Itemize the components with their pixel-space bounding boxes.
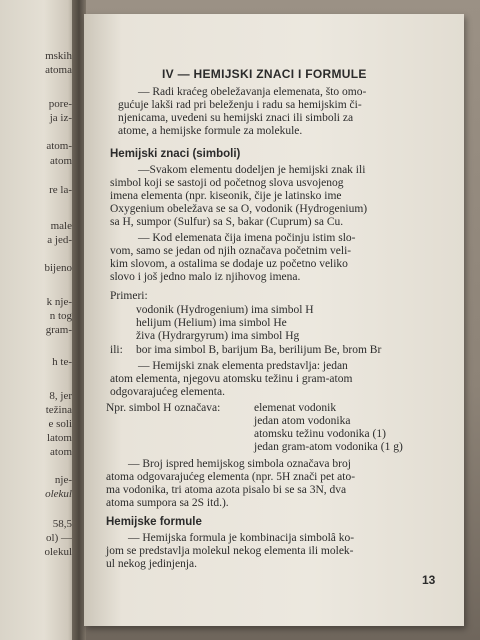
left-page-line: pore- [48,98,72,110]
example-line: živa (Hydrargyrum) ima simbol Hg [136,330,300,342]
paragraph-line: kim slovom, a ostalima se dodaje uz početno veliko [110,258,348,270]
paragraph-line: simbol koji se sastoji od početnog slova usvojenog [110,177,344,189]
left-page [0,0,80,640]
example-line: bor ima simbol B, barijum Ba, berilijum Be, brom Br [136,344,382,356]
intro-line: gućuje lakši rad pri beleženju i radu sa hemijskim či- [118,99,362,111]
examples-label: Primeri: [110,290,148,302]
paragraph-line: odgovarajućeg elementa. [110,386,225,398]
section-title-formulas: Hemijske formule [106,516,202,528]
paragraph-line: atoma sumpora sa 2S itd.). [106,497,229,509]
intro-line: njenicama, uvedeni su hemijski znaci ili simboli za [118,112,354,124]
paragraph-line: vom, samo se jedan od njih označava početnim veli- [110,245,352,257]
left-page-line: n tog [49,310,72,322]
left-page-line: olekul [44,546,72,558]
left-page-line: ja iz- [49,112,72,124]
paragraph-line: — Broj ispred hemijskog simbola označava broj [128,458,351,470]
ili-label: ili: [110,344,123,356]
left-page-line: 58,5 [52,518,72,530]
paragraph-line: atoma odgovarajućeg elementa (npr. 5H znači pet ato- [106,471,356,483]
example-line: helijum (Helium) ima simbol He [136,317,287,329]
left-page-line: re la- [49,184,72,196]
intro-line: atome, a hemijske formule za molekule. [118,125,303,137]
npr-item: jedan gram-atom vodonika (1 g) [254,441,403,453]
paragraph-line: ul nekog jedinjenja. [106,558,198,570]
left-page-line: atom [50,155,72,167]
npr-item: elemenat vodonik [254,402,337,414]
left-page-line: mskih [45,50,72,62]
section-title-symbols: Hemijski znaci (simboli) [110,148,241,160]
paragraph-line: — Hemijski znak elementa predstavlja: jedan [138,360,348,372]
left-page-line: ol) — [46,532,72,544]
paragraph-line: imena elementa (npr. kiseonik, čije je latinsko ime [110,190,342,202]
left-page-line: h te- [52,356,72,368]
left-page-line: k nje- [46,296,72,308]
paragraph-line: atom elementa, njegovu atomsku težinu i gram-atom [110,373,353,385]
left-page-line: atom [50,446,72,458]
paragraph-line: Oxygenium obeležava se sa O, vodonik (Hydrogenium) [110,203,368,215]
npr-item: jedan atom vodonika [254,415,351,427]
paragraph-line: sa H, sumpor (Sulfur) sa S, bakar (Cuprum) sa Cu. [110,216,344,228]
left-page-line: 8, jer [49,390,72,402]
left-page-line: atom- [46,140,72,152]
paragraph-line: — Hemijska formula je kombinacija simbolâ ko- [128,532,355,544]
left-page-line: male [50,220,72,232]
npr-item: atomsku težinu vodonika (1) [254,428,386,440]
npr-label: Npr. simbol H označava: [106,402,221,414]
paragraph-line: ma vodonika, tri atoma azota pisalo bi se sa 3N, dva [106,484,347,496]
left-page-line: a jed- [47,234,72,246]
left-page-line: bijeno [44,262,72,274]
paragraph-line: jom se predstavlja molekul nekog elementa ili molek- [106,545,354,557]
left-page-line: e soli [48,418,72,430]
chapter-title: IV — HEMIJSKI ZNACI I FORMULE [162,67,367,81]
left-page-line: atoma [45,64,72,76]
left-page-line: latom [46,432,72,444]
example-line: vodonik (Hydrogenium) ima simbol H [136,304,314,316]
paragraph-line: slovo i još jedno malo iz njihovog imena. [110,271,301,283]
left-page-line: olekul [45,488,72,500]
left-page-line: težina [45,404,72,416]
left-page-line: nje- [54,474,72,486]
book-page [84,14,464,626]
paragraph-line: — Kod elemenata čija imena počinju istim slo- [138,232,356,244]
page-number: 13 [422,573,436,587]
intro-line: — Radi kraćeg obeležavanja elemenata, što omo- [138,86,367,98]
left-page-line: gram- [45,324,72,336]
paragraph-line: —Svakom elementu dodeljen je hemijski znak ili [138,164,366,176]
